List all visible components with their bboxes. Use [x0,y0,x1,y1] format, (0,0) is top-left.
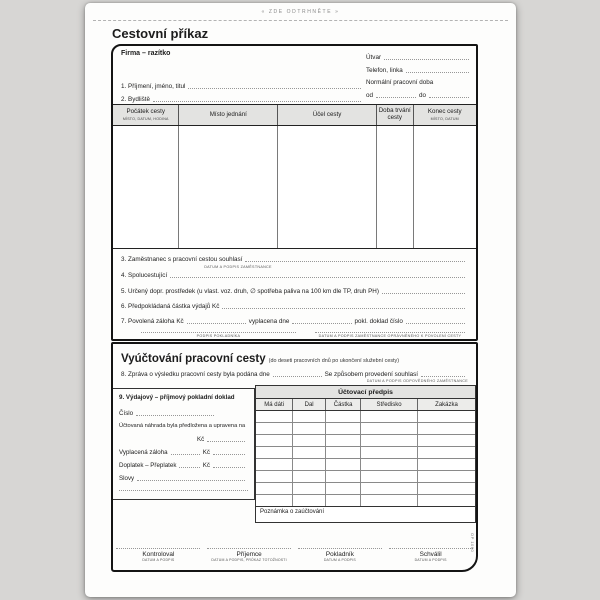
report-submitted-label: 8. Zpráva o výsledku pracovní cesty byla podána dne [121,371,270,378]
footer-signature-line [389,548,473,549]
voucher-number-field [136,414,214,416]
trip-col-cell [414,126,476,248]
to-field [429,96,469,98]
accounting-table [255,385,476,523]
voucher-number-label: Číslo [119,410,134,417]
account-table-cell [293,435,326,446]
posting-note-label: Poznámka o zaúčtování [260,509,325,515]
cash-doc-number-field [406,322,465,324]
account-table-cell [418,423,475,434]
authorizer-signature-caption: DATUM A PODPIS ZAMĚSTNANCE OPRÁVNĚNÉHO K POVOLENÍ CESTY [318,334,462,338]
method-approved-label: Se způsobem provedení souhlasí [324,371,419,378]
account-table-cell [418,459,475,470]
name-title-field [188,87,361,89]
trip-col-label: Účel cesty [312,110,342,118]
settlement-title-row [121,349,399,367]
footer-signature-label: Příjemce [236,550,262,558]
transport-means-label: 5. Určený dopr. prostředek (u vlast. voz. druh, ∅ spotřeba paliva na 100 km dle TP, druh PH) [121,288,379,295]
account-col-header: Dal [293,399,326,410]
kc-label-2: Kč [202,449,210,456]
trip-table-header [113,104,476,126]
account-table-cell [293,411,326,422]
settlement-subtitle: (do deseti pracovních dnů po ukončení služební cesty) [268,358,400,364]
account-table-rows [256,411,475,507]
account-table-cell [326,423,361,434]
account-table-cell [418,495,475,506]
footer-signature-block [298,548,382,562]
account-table-cell [256,495,293,506]
account-table-cell [361,435,418,446]
responsible-signature-caption: DATUM A PODPIS ODPOVĚDNÉHO ZAMĚSTNANCE [366,379,468,383]
account-table-cell [418,471,475,482]
account-table-cell [293,483,326,494]
accounting-table-title: Účtovací předpis [256,386,475,399]
cash-voucher-title: 9. Výdajový – příjmový pokladní doklad [119,394,235,401]
footer-signature-line [298,548,382,549]
account-table-cell [293,447,326,458]
kc-label-1: Kč [197,436,205,443]
account-table-cell [418,447,475,458]
trip-col-cell [278,126,377,248]
footer-signature-block [389,548,473,562]
phone-label: Telefon, linka [366,66,403,74]
trip-col-cell [377,126,414,248]
trip-col-label: Doba trvání cesty [378,107,411,121]
header-right-column [366,54,472,105]
account-table-cell [326,447,361,458]
employee-agrees-field [245,260,465,262]
account-table-cell [361,411,418,422]
footer-signature-label: Pokladník [325,550,354,558]
account-table-row [256,459,475,471]
account-table-cell [361,483,418,494]
account-table-row [256,483,475,495]
account-table-cell [256,447,293,458]
trip-col-header [278,105,377,125]
footer-signatures [113,548,476,562]
account-table-cell [418,411,475,422]
trip-col-label: Místo jednání [209,110,247,118]
cashier-signature-caption: PODPIS POKLADNÍKA [196,334,241,338]
account-table-cell [361,471,418,482]
account-col-headers [256,399,475,411]
account-table-cell [293,471,326,482]
form-code: OP 1060 [470,532,475,552]
settlement-title: Vyúčtování pracovní cesty [121,353,266,365]
from-label: od [366,92,374,100]
account-table-cell [361,459,418,470]
employee-agrees-label: 3. Zaměstnanec s pracovní cestou souhlasí [121,256,243,263]
transport-means-field [382,292,465,294]
co-travelers-label: 4. Spolucestující [121,272,168,279]
account-col-header: Má dáti [256,399,293,410]
travel-order-box [111,44,478,341]
account-table-cell [326,411,361,422]
trip-col-header [377,105,414,125]
trip-table [113,104,476,249]
footer-signature-caption: DATUM A PODPIS [142,558,175,562]
account-table-cell [293,423,326,434]
balance-label: Doplatek – Přeplatek [119,462,177,469]
account-table-row [256,495,475,507]
account-table-cell [361,495,418,506]
kc-label-3: Kč [202,462,210,469]
account-table-row [256,423,475,435]
footer-signature-caption: DATUM A PODPIS [414,558,447,562]
tear-here-text: « ZDE ODTRHNĚTE » [261,9,340,15]
account-col-header: Částka [326,399,361,410]
footer-signature-line [207,548,291,549]
cash-voucher-box [113,388,255,500]
account-col-header: Středisko [361,399,418,410]
trip-table-body [113,126,476,249]
account-col-header: Zakázka [435,401,458,408]
trip-col-label: Počátek cesty [126,108,165,116]
footer-signature-label: Kontroloval [142,550,175,558]
trip-col-header [414,105,476,125]
account-table-cell [326,471,361,482]
advance-paid-dots [171,453,200,455]
footer-signature-caption: DATUM A PODPIS [323,558,356,562]
account-table-cell [361,447,418,458]
tear-dashed-line [93,20,508,21]
account-table-row [256,411,475,423]
footer-signature-label: Schválil [419,550,442,558]
advance-paid-label: Vyplacená záloha [119,449,168,456]
account-table-cell [256,435,293,446]
department-field [384,58,469,60]
account-table-cell [293,459,326,470]
estimated-expenses-label: 6. Předpokládaná částka výdajů Kč [121,303,220,310]
phone-field [406,71,469,73]
co-travelers-field [170,276,465,278]
account-table-cell [256,471,293,482]
trip-col-cell [113,126,179,248]
account-table-cell [256,423,293,434]
trip-col-header [113,105,179,125]
trip-col-sublabel: MÍSTO, DATUM, HODINA [122,116,169,121]
accounted-compensation-label: Účtovaná náhrada byla předložena a upravena na [119,423,246,429]
footer-signature-caption: DATUM A PODPIS, PRŮKAZ TOTOŽNOSTI [211,558,287,562]
cash-doc-number-label: pokl. doklad číslo [354,318,403,325]
footer-signature-block [116,548,200,562]
account-table-cell [418,435,475,446]
to-label: do [419,92,427,100]
footer-signature-block [207,548,291,562]
advance-paid-amount-field [213,453,245,455]
trip-col-sublabel: MÍSTO, DATUM [430,116,459,121]
adjusted-amount-field [207,440,245,442]
advance-label: 7. Povolená záloha Kč [121,318,184,325]
in-words-field [137,479,245,481]
balance-amount-field [213,466,245,468]
account-table-row [256,471,475,483]
paid-on-label: vyplacena dne [248,318,290,325]
balance-dots [179,466,199,468]
authorizer-signature-line [315,332,465,333]
account-table-cell [256,411,293,422]
cashier-signature-line [141,332,296,333]
in-words-label: Slovy [119,475,135,482]
trip-col-header [179,105,278,125]
page-title: Cestovní příkaz [112,26,209,41]
account-table-row [256,447,475,459]
residence-field [153,100,361,102]
account-table-cell [326,435,361,446]
estimated-expenses-field [222,307,465,309]
settlement-box [111,342,478,572]
method-approved-field [421,375,465,377]
account-table-cell [256,483,293,494]
form-paper [85,3,516,597]
company-stamp-label: Firma – razítko [121,50,171,57]
cashier-signature-block [141,332,296,338]
advance-amount-field [187,322,246,324]
trip-col-label: Konec cesty [427,108,462,116]
paid-on-field [292,322,351,324]
account-table-cell [256,459,293,470]
account-table-row [256,435,475,447]
account-table-cell [418,483,475,494]
footer-signature-line [116,548,200,549]
working-hours-label: Normální pracovní doba [366,79,434,87]
from-field [376,96,416,98]
account-table-cell [361,423,418,434]
authorizer-signature-block [315,332,465,338]
trip-col-cell [179,126,278,248]
name-title-label: 1. Příjmení, jméno, titul [121,83,186,90]
account-table-cell [293,495,326,506]
report-submitted-field [273,375,322,377]
department-label: Útvar [366,54,382,61]
account-table-cell [326,483,361,494]
account-table-cell [326,495,361,506]
account-table-cell [326,459,361,470]
employee-signature-caption: DATUM A PODPIS ZAMĚSTNANCE [204,265,272,269]
residence-label: 2. Bydliště [121,96,151,103]
in-words-continuation-field [119,489,248,491]
